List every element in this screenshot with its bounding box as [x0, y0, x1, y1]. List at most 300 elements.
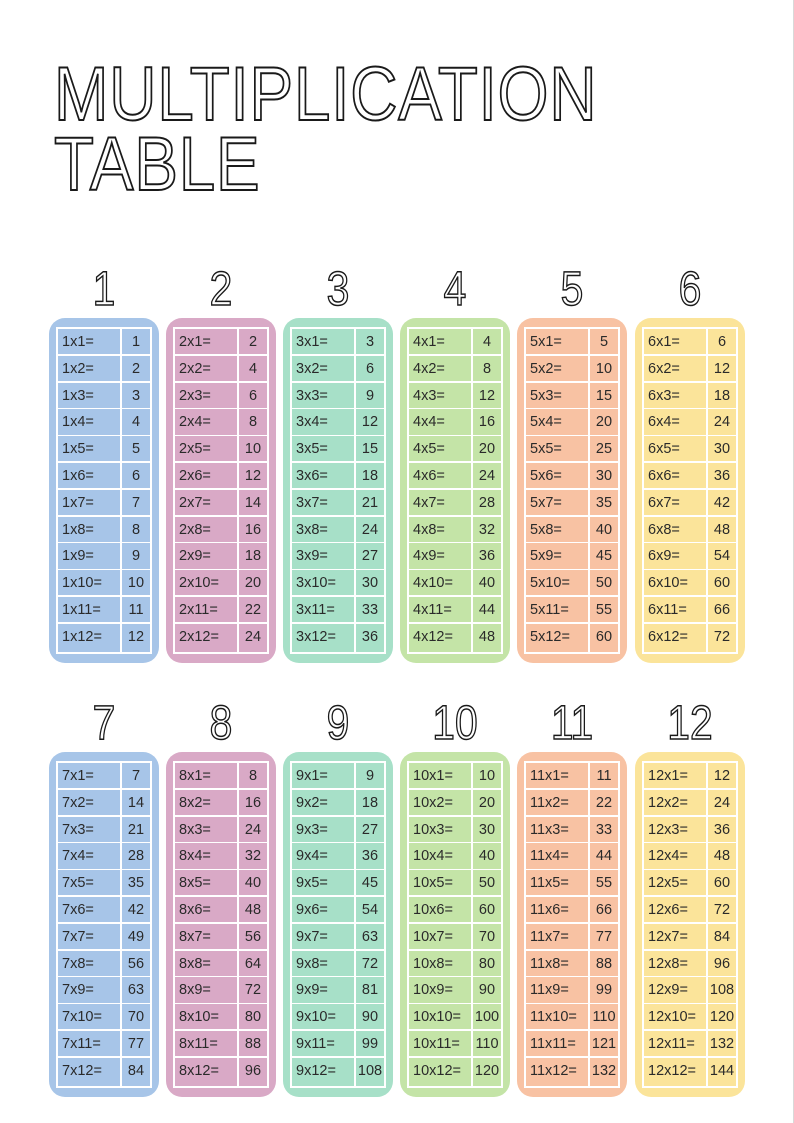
- result-cell: 90: [361, 1009, 379, 1026]
- result-cell: 40: [595, 521, 613, 538]
- table-row: [409, 409, 501, 436]
- equation-cell: 4x4=: [413, 414, 445, 431]
- result-cell: 72: [244, 982, 262, 999]
- equation-cell: 10x10=: [413, 1009, 461, 1026]
- table-row: [292, 463, 384, 490]
- equation-cell: 6x2=: [648, 360, 680, 377]
- result-cell: 24: [244, 628, 262, 645]
- table-row: [644, 817, 736, 844]
- table-row: [175, 463, 267, 490]
- table-row: [526, 897, 618, 924]
- equation-cell: 3x8=: [296, 521, 328, 538]
- equation-cell: 1x4=: [62, 414, 94, 431]
- equation-cell: 9x7=: [296, 928, 328, 945]
- table-row: [526, 624, 618, 651]
- table-row: [644, 597, 736, 624]
- table-row: [292, 977, 384, 1004]
- result-cell: 144: [709, 1062, 735, 1079]
- table-row: [175, 870, 267, 897]
- result-cell: 30: [713, 441, 731, 458]
- equation-cell: 10x8=: [413, 955, 453, 972]
- equation-cell: 12x2=: [648, 794, 688, 811]
- result-cell: 6: [248, 387, 258, 404]
- table-row: [644, 463, 736, 490]
- equation-cell: 6x1=: [648, 334, 680, 350]
- table-row: [409, 790, 501, 817]
- table-row: [644, 951, 736, 978]
- table-row: [292, 924, 384, 951]
- result-cell: 25: [595, 441, 613, 458]
- table-row: [644, 329, 736, 356]
- result-cell: 63: [127, 982, 145, 999]
- result-cell: 24: [713, 414, 731, 431]
- result-cell: 8: [131, 521, 141, 538]
- equation-cell: 1x12=: [62, 628, 102, 645]
- result-cell: 24: [361, 521, 379, 538]
- result-cell: 45: [361, 875, 379, 892]
- equation-cell: 5x3=: [530, 387, 562, 404]
- table-row: [58, 977, 150, 1004]
- result-cell: 100: [474, 1009, 500, 1026]
- table-row: [175, 543, 267, 570]
- result-cell: 99: [361, 1036, 379, 1052]
- table-row: [292, 870, 384, 897]
- result-cell: 50: [595, 575, 613, 592]
- table-row: [409, 817, 501, 844]
- table-row: [526, 329, 618, 356]
- table-row: [409, 463, 501, 490]
- result-cell: 2: [248, 334, 258, 350]
- table-row: [409, 543, 501, 570]
- result-cell: 12: [244, 468, 262, 484]
- equation-cell: 9x6=: [296, 902, 328, 918]
- table-row: [175, 817, 267, 844]
- table-row: [644, 383, 736, 410]
- result-cell: 12: [478, 387, 496, 404]
- table-card-6: [635, 318, 745, 663]
- equation-cell: 4x5=: [413, 441, 445, 458]
- equation-cell: 11x9=: [530, 982, 569, 999]
- equation-cell: 6x12=: [648, 628, 688, 645]
- result-cell: 10: [127, 575, 145, 592]
- result-cell: 36: [478, 548, 496, 565]
- equation-cell: 11x5=: [530, 875, 569, 892]
- table-row: [644, 924, 736, 951]
- equation-cell: 2x8=: [179, 521, 211, 538]
- equation-cell: 7x8=: [62, 955, 94, 972]
- result-cell: 48: [244, 902, 262, 918]
- equation-cell: 6x7=: [648, 494, 680, 511]
- result-cell: 66: [595, 902, 613, 918]
- equation-cell: 8x4=: [179, 848, 211, 865]
- equation-cell: 1x5=: [62, 441, 94, 458]
- equation-cell: 7x12=: [62, 1062, 102, 1079]
- result-cell: 42: [127, 902, 145, 918]
- table-row: [58, 624, 150, 651]
- table-row: [292, 436, 384, 463]
- equation-cell: 1x2=: [62, 360, 94, 377]
- table-number: 11: [550, 697, 594, 750]
- table-row: [644, 517, 736, 544]
- result-cell: 15: [361, 441, 379, 458]
- result-cell: 33: [361, 602, 379, 618]
- equation-cell: 12x11=: [648, 1036, 695, 1052]
- table-row: [292, 409, 384, 436]
- equation-cell: 11x3=: [530, 821, 569, 838]
- equation-cell: 12x1=: [648, 768, 688, 784]
- equation-cell: 8x12=: [179, 1062, 219, 1079]
- equation-cell: 6x4=: [648, 414, 680, 431]
- table-row: [409, 597, 501, 624]
- result-cell: 55: [595, 602, 613, 618]
- table-card-3: [283, 318, 393, 663]
- equation-cell: 9x2=: [296, 794, 328, 811]
- equation-cell: 4x9=: [413, 548, 445, 565]
- result-cell: 54: [713, 548, 731, 565]
- table-row: [175, 329, 267, 356]
- table-row: [644, 624, 736, 651]
- equation-cell: 10x1=: [413, 768, 453, 784]
- equation-cell: 10x3=: [413, 821, 453, 838]
- equation-cell: 9x12=: [296, 1062, 336, 1079]
- table-row: [644, 570, 736, 597]
- table-row: [58, 436, 150, 463]
- equation-cell: 6x9=: [648, 548, 680, 565]
- result-cell: 70: [127, 1009, 145, 1026]
- result-cell: 20: [478, 794, 496, 811]
- table-row: [58, 951, 150, 978]
- result-cell: 12: [361, 414, 379, 431]
- result-cell: 36: [713, 821, 731, 838]
- equation-cell: 5x9=: [530, 548, 562, 565]
- result-cell: 8: [248, 768, 258, 784]
- result-cell: 22: [244, 602, 262, 618]
- result-cell: 18: [361, 468, 379, 484]
- table-number: 9: [326, 697, 350, 750]
- result-cell: 8: [482, 360, 492, 377]
- table-card-1: [49, 318, 159, 663]
- equation-cell: 10x12=: [413, 1062, 461, 1079]
- equation-cell: 12x4=: [648, 848, 688, 865]
- equation-cell: 6x8=: [648, 521, 680, 538]
- table-row: [409, 570, 501, 597]
- table-row: [292, 790, 384, 817]
- table-row: [409, 517, 501, 544]
- equation-cell: 9x9=: [296, 982, 328, 999]
- equation-cell: 11x2=: [530, 794, 569, 811]
- result-cell: 15: [595, 387, 613, 404]
- table-card-7: [49, 752, 159, 1097]
- equation-cell: 8x1=: [179, 768, 211, 784]
- result-cell: 35: [595, 494, 613, 511]
- table-row: [292, 1031, 384, 1058]
- result-cell: 14: [127, 794, 145, 811]
- result-cell: 22: [595, 794, 613, 811]
- result-cell: 81: [361, 982, 379, 999]
- equation-cell: 8x11=: [179, 1036, 218, 1052]
- equation-cell: 5x4=: [530, 414, 562, 431]
- equation-cell: 7x2=: [62, 794, 94, 811]
- table-row: [409, 1031, 501, 1058]
- equation-cell: 5x5=: [530, 441, 562, 458]
- equation-cell: 12x8=: [648, 955, 688, 972]
- result-cell: 64: [244, 955, 262, 972]
- table-card-11: [517, 752, 627, 1097]
- result-cell: 12: [713, 768, 731, 784]
- result-cell: 32: [478, 521, 496, 538]
- result-cell: 24: [478, 468, 496, 484]
- result-cell: 12: [127, 628, 145, 645]
- result-cell: 48: [713, 848, 731, 865]
- result-cell: 18: [361, 794, 379, 811]
- result-cell: 5: [131, 441, 141, 458]
- table-row: [644, 1058, 736, 1085]
- table-row: [175, 597, 267, 624]
- table-row: [292, 570, 384, 597]
- equation-cell: 3x9=: [296, 548, 328, 565]
- result-cell: 6: [131, 468, 141, 484]
- result-cell: 10: [595, 360, 613, 377]
- table-row: [58, 897, 150, 924]
- table-row: [644, 763, 736, 790]
- result-cell: 96: [713, 955, 731, 972]
- table-row: [175, 570, 267, 597]
- result-cell: 66: [713, 602, 731, 618]
- table-row: [526, 383, 618, 410]
- table-row: [644, 409, 736, 436]
- equation-cell: 12x3=: [648, 821, 688, 838]
- equation-cell: 3x11=: [296, 602, 335, 618]
- table-number: 5: [560, 263, 584, 316]
- equation-cell: 1x6=: [62, 468, 94, 484]
- equation-cell: 2x4=: [179, 414, 211, 431]
- equation-cell: 2x11=: [179, 602, 218, 618]
- result-cell: 132: [591, 1062, 617, 1079]
- table-row: [58, 597, 150, 624]
- table-row: [409, 329, 501, 356]
- table-row: [526, 951, 618, 978]
- result-cell: 48: [713, 521, 731, 538]
- equation-cell: 11x4=: [530, 848, 569, 865]
- result-cell: 120: [709, 1009, 735, 1026]
- result-cell: 121: [591, 1036, 617, 1052]
- table-row: [526, 517, 618, 544]
- equation-cell: 11x12=: [530, 1062, 577, 1079]
- equation-cell: 4x11=: [413, 602, 452, 618]
- table-number: 4: [443, 263, 467, 316]
- table-row: [292, 843, 384, 870]
- table-row: [409, 763, 501, 790]
- equation-cell: 10x5=: [413, 875, 453, 892]
- equation-cell: 12x9=: [648, 982, 688, 999]
- result-cell: 10: [244, 441, 262, 458]
- table-row: [644, 490, 736, 517]
- result-cell: 6: [365, 360, 375, 377]
- result-cell: 77: [127, 1036, 145, 1052]
- result-cell: 72: [713, 628, 731, 645]
- result-cell: 54: [361, 902, 379, 918]
- table-row: [526, 597, 618, 624]
- table-row: [58, 383, 150, 410]
- table-row: [58, 924, 150, 951]
- table-row: [292, 1004, 384, 1031]
- equation-cell: 5x7=: [530, 494, 562, 511]
- result-cell: 16: [244, 794, 262, 811]
- table-row: [292, 1058, 384, 1085]
- table-grid: [642, 761, 738, 1088]
- table-row: [526, 463, 618, 490]
- table-row: [58, 1031, 150, 1058]
- result-cell: 96: [244, 1062, 262, 1079]
- result-cell: 28: [478, 494, 496, 511]
- equation-cell: 4x1=: [413, 334, 445, 350]
- result-cell: 108: [357, 1062, 383, 1079]
- table-row: [526, 356, 618, 383]
- result-cell: 4: [131, 414, 141, 431]
- result-cell: 11: [596, 768, 612, 784]
- equation-cell: 12x12=: [648, 1062, 696, 1079]
- equation-cell: 8x5=: [179, 875, 211, 892]
- result-cell: 72: [713, 902, 731, 918]
- equation-cell: 4x6=: [413, 468, 445, 484]
- result-cell: 110: [475, 1036, 499, 1052]
- equation-cell: 8x10=: [179, 1009, 219, 1026]
- result-cell: 4: [248, 360, 258, 377]
- equation-cell: 3x10=: [296, 575, 336, 592]
- equation-cell: 4x12=: [413, 628, 453, 645]
- equation-cell: 1x8=: [62, 521, 94, 538]
- result-cell: 20: [478, 441, 496, 458]
- table-row: [58, 570, 150, 597]
- equation-cell: 12x6=: [648, 902, 688, 918]
- equation-cell: 7x9=: [62, 982, 94, 999]
- table-row: [58, 329, 150, 356]
- table-grid: [56, 761, 152, 1088]
- equation-cell: 11x8=: [530, 955, 569, 972]
- equation-cell: 3x4=: [296, 414, 328, 431]
- table-card-8: [166, 752, 276, 1097]
- equation-cell: 10x2=: [413, 794, 453, 811]
- equation-cell: 3x7=: [296, 494, 328, 511]
- equation-cell: 11x7=: [530, 928, 569, 945]
- table-grid: [642, 327, 738, 654]
- result-cell: 16: [244, 521, 262, 538]
- equation-cell: 11x6=: [530, 902, 569, 918]
- equation-cell: 7x11=: [62, 1036, 101, 1052]
- equation-cell: 5x2=: [530, 360, 562, 377]
- result-cell: 3: [131, 387, 141, 404]
- result-cell: 40: [478, 848, 496, 865]
- table-row: [58, 763, 150, 790]
- result-cell: 24: [713, 794, 731, 811]
- table-row: [526, 790, 618, 817]
- page-title: [54, 52, 598, 207]
- equation-cell: 2x10=: [179, 575, 219, 592]
- table-row: [526, 409, 618, 436]
- equation-cell: 7x3=: [62, 821, 94, 838]
- table-row: [409, 436, 501, 463]
- table-row: [175, 763, 267, 790]
- result-cell: 36: [713, 468, 731, 484]
- table-number: 1: [92, 263, 116, 316]
- result-cell: 5: [599, 334, 609, 350]
- equation-cell: 9x11=: [296, 1036, 335, 1052]
- result-cell: 44: [478, 602, 496, 618]
- result-cell: 27: [361, 821, 379, 838]
- result-cell: 30: [595, 468, 613, 484]
- result-cell: 6: [717, 334, 727, 350]
- table-row: [409, 383, 501, 410]
- result-cell: 18: [713, 387, 731, 404]
- result-cell: 7: [131, 494, 141, 511]
- table-row: [409, 843, 501, 870]
- table-row: [409, 1058, 501, 1085]
- result-cell: 90: [478, 982, 496, 999]
- equation-cell: 2x3=: [179, 387, 211, 404]
- equation-cell: 12x10=: [648, 1009, 696, 1026]
- table-number: 8: [209, 697, 233, 750]
- equation-cell: 10x9=: [413, 982, 453, 999]
- equation-cell: 4x10=: [413, 575, 453, 592]
- table-grid: [56, 327, 152, 654]
- table-row: [526, 843, 618, 870]
- result-cell: 4: [482, 334, 492, 350]
- equation-cell: 8x2=: [179, 794, 211, 811]
- table-row: [175, 383, 267, 410]
- equation-cell: 1x11=: [62, 602, 101, 618]
- table-row: [644, 790, 736, 817]
- table-grid: [524, 327, 620, 654]
- result-cell: 3: [365, 334, 375, 350]
- table-row: [175, 790, 267, 817]
- table-row: [526, 763, 618, 790]
- equation-cell: 8x7=: [179, 928, 211, 945]
- title-line-2: TABLE: [54, 122, 261, 207]
- table-grid: [290, 327, 386, 654]
- equation-cell: 6x10=: [648, 575, 688, 592]
- equation-cell: 6x3=: [648, 387, 680, 404]
- result-cell: 40: [478, 575, 496, 592]
- table-number: 12: [667, 697, 713, 750]
- equation-cell: 12x7=: [648, 928, 688, 945]
- equation-cell: 1x3=: [62, 387, 94, 404]
- table-row: [58, 409, 150, 436]
- table-row: [58, 356, 150, 383]
- equation-cell: 6x11=: [648, 602, 687, 618]
- result-cell: 8: [248, 414, 258, 431]
- table-row: [175, 490, 267, 517]
- result-cell: 99: [595, 982, 613, 999]
- table-row: [644, 843, 736, 870]
- table-row: [526, 1031, 618, 1058]
- table-row: [526, 977, 618, 1004]
- table-row: [58, 1004, 150, 1031]
- result-cell: 35: [127, 875, 145, 892]
- table-row: [409, 356, 501, 383]
- table-row: [175, 1058, 267, 1085]
- equation-cell: 9x3=: [296, 821, 328, 838]
- table-number: 3: [326, 263, 350, 316]
- table-row: [644, 1004, 736, 1031]
- table-row: [526, 543, 618, 570]
- equation-cell: 7x4=: [62, 848, 94, 865]
- result-cell: 18: [244, 548, 262, 565]
- table-grid: [524, 761, 620, 1088]
- result-cell: 16: [478, 414, 496, 431]
- result-cell: 63: [361, 928, 379, 945]
- table-row: [175, 924, 267, 951]
- table-card-2: [166, 318, 276, 663]
